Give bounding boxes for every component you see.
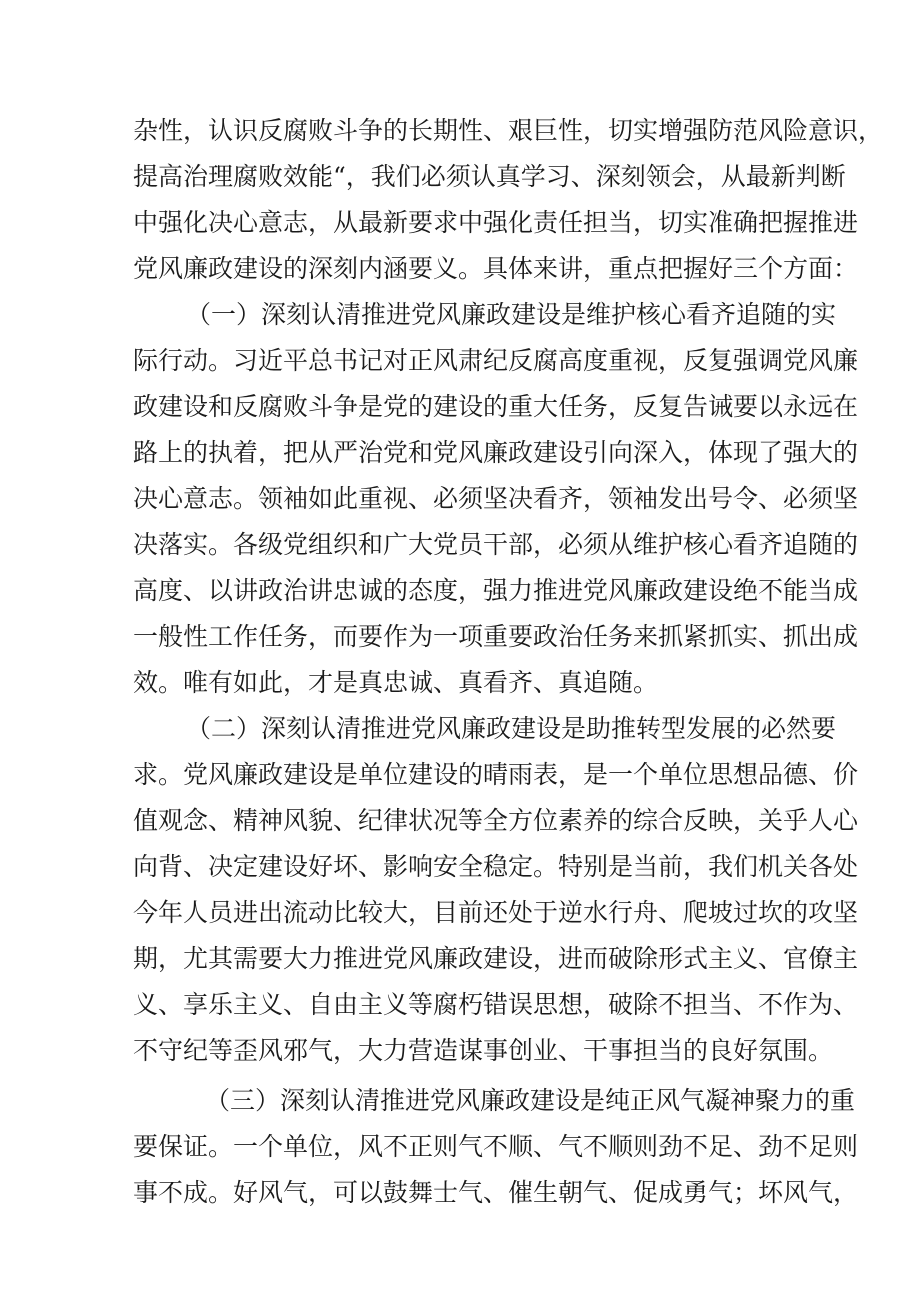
text-line: 党风廉政建设的深刻内涵要义。具体来讲，重点把握好三个方面： xyxy=(133,254,859,283)
text-line: 高度、以讲政治讲忠诚的态度，强力推进党风廉政建设绝不能当成 xyxy=(133,576,859,605)
text-line: （三）深刻认清推进党风廉政建设是纯正风气凝神聚力的重 xyxy=(205,1086,856,1115)
text-line: 中强化决心意志，从最新要求中强化责任担当，切实准确把握推进 xyxy=(133,208,859,237)
text-line: 事不成。好风气，可以鼓舞士气、催生朝气、促成勇气；坏风气， xyxy=(133,1178,859,1207)
text-line: 提高治理腐败效能“，我们必须认真学习、深刻领会，从最新判断 xyxy=(133,162,846,191)
text-line: 效。唯有如此，才是真忠诚、真看齐、真追随。 xyxy=(133,668,659,697)
text-line: 决落实。各级党组织和广大党员干部，必须从维护核心看齐追随的 xyxy=(133,530,859,559)
text-line: 今年人员进出流动比较大，目前还处于逆水行舟、爬坡过坎的攻坚 xyxy=(133,898,859,927)
text-line: （一）深刻认清推进党风廉政建设是维护核心看齐追随的实 xyxy=(186,300,837,329)
text-line: （二）深刻认清推进党风廉政建设是助推转型发展的必然要 xyxy=(186,714,837,743)
text-line: 一般性工作任务，而要作为一项重要政治任务来抓紧抓实、抓出成 xyxy=(133,622,859,651)
text-line: 义、享乐主义、自由主义等腐朽错误思想，破除不担当、不作为、 xyxy=(133,990,859,1019)
text-line: 向背、决定建设好坏、影响安全稳定。特别是当前，我们机关各处 xyxy=(133,852,859,881)
text-line: 期，尤其需要大力推进党风廉政建设，进而破除形式主义、官僚主 xyxy=(133,944,859,973)
text-line: 政建设和反腐败斗争是党的建设的重大任务，反复告诫要以永远在 xyxy=(133,392,859,421)
text-line: 际行动。习近平总书记对正风肃纪反腐高度重视，反复强调党风廉 xyxy=(133,346,859,375)
text-line: 决心意志。领袖如此重视、必须坚决看齐，领袖发出号令、必须坚 xyxy=(133,484,859,513)
text-line: 要保证。一个单位，风不正则气不顺、气不顺则劲不足、劲不足则 xyxy=(133,1132,859,1161)
text-line: 杂性，认识反腐败斗争的长期性、艰巨性，切实增强防范风险意识， xyxy=(133,116,884,145)
text-line: 路上的执着，把从严治党和党风廉政建设引向深入，体现了强大的 xyxy=(133,438,859,467)
text-line: 不守纪等歪风邪气，大力营造谋事创业、干事担当的良好氛围。 xyxy=(133,1036,834,1065)
text-line: 值观念、精神风貌、纪律状况等全方位素养的综合反映，关乎人心 xyxy=(133,806,859,835)
text-line: 求。党风廉政建设是单位建设的晴雨表，是一个单位思想品德、价 xyxy=(133,760,859,789)
